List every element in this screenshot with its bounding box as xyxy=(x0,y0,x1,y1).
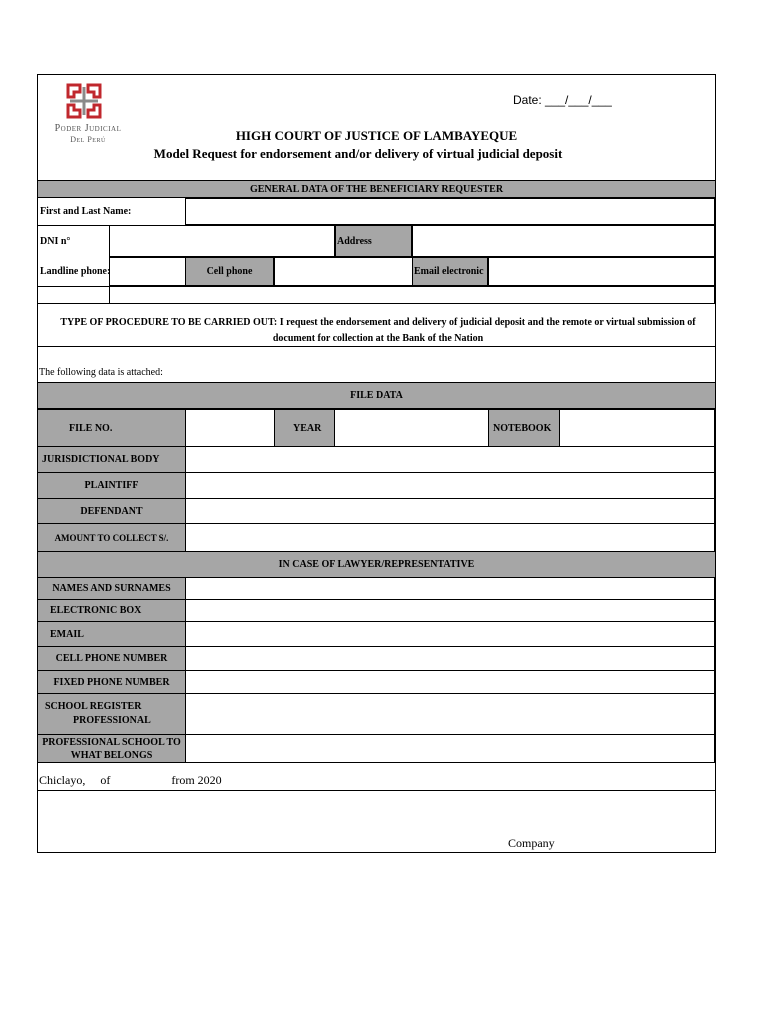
school-register-line1: SCHOOL REGISTER xyxy=(45,701,142,712)
professional-school-line2: WHAT BELONGS xyxy=(70,749,153,761)
email-electronic-input[interactable] xyxy=(488,257,715,286)
professional-school-line1: PROFESSIONAL SCHOOL TO xyxy=(42,736,181,748)
section-file-data: FILE DATA xyxy=(38,382,715,409)
fixed-phone-number-input[interactable] xyxy=(185,670,715,694)
electronic-box-label: ELECTRONIC BOX xyxy=(37,599,186,622)
names-surnames-input[interactable] xyxy=(185,577,715,600)
section-general-data: GENERAL DATA OF THE BENEFICIARY REQUESTER xyxy=(38,180,715,198)
logo-line2: Del Perú xyxy=(70,135,106,144)
school-register-label xyxy=(37,693,186,735)
first-last-name-input[interactable] xyxy=(185,198,715,225)
file-no-label: FILE NO. xyxy=(37,409,186,447)
dni-label: DNI n° xyxy=(40,235,71,247)
place-date-row xyxy=(39,773,709,788)
cell-phone-label: Cell phone xyxy=(185,257,274,286)
date-field[interactable]: Date: ___/___/___ xyxy=(513,93,612,107)
procedure-label: TYPE OF PROCEDURE TO BE CARRIED OUT: xyxy=(60,317,278,328)
notebook-input[interactable] xyxy=(559,409,715,447)
form-subtitle: Model Request for endorsement and/or delivery of virtual judicial deposit xyxy=(153,146,563,161)
school-register-line2: PROFESSIONAL xyxy=(73,715,151,726)
professional-school-input[interactable] xyxy=(185,734,715,763)
professional-school-label xyxy=(37,734,186,763)
extra-row-right[interactable] xyxy=(109,286,715,304)
address-input[interactable] xyxy=(412,225,715,257)
file-no-input[interactable] xyxy=(185,409,275,447)
dni-input[interactable] xyxy=(109,225,335,257)
email-electronic-label: Email electronic xyxy=(412,257,488,286)
jurisdictional-body-label: JURISDICTIONAL BODY xyxy=(37,446,186,473)
section-lawyer: IN CASE OF LAWYER/REPRESENTATIVE xyxy=(38,551,715,578)
attached-label: The following data is attached: xyxy=(39,367,163,378)
amount-label: AMOUNT TO COLLECT S/. xyxy=(37,523,186,552)
chiclayo-text: Chiclayo, xyxy=(39,773,86,787)
first-last-name-label: First and Last Name: xyxy=(40,206,132,217)
defendant-input[interactable] xyxy=(185,498,715,524)
plaintiff-label: PLAINTIFF xyxy=(37,472,186,499)
cell-phone-input[interactable] xyxy=(274,257,413,286)
of-text: of xyxy=(100,773,111,787)
landline-input[interactable] xyxy=(109,257,186,286)
defendant-label: DEFENDANT xyxy=(37,498,186,524)
email-label: EMAIL xyxy=(37,621,186,647)
cell-phone-number-label: CELL PHONE NUMBER xyxy=(37,646,186,671)
year-input[interactable] xyxy=(334,409,489,447)
amount-input[interactable] xyxy=(185,523,715,552)
electronic-box-input[interactable] xyxy=(185,599,715,622)
landline-label: Landline phone: xyxy=(40,266,111,277)
address-label: Address xyxy=(335,225,412,257)
request-form xyxy=(37,74,716,853)
school-register-input[interactable] xyxy=(185,693,715,735)
notebook-label: NOTEBOOK xyxy=(488,409,560,447)
fixed-phone-number-label: FIXED PHONE NUMBER xyxy=(37,670,186,694)
jurisdictional-body-input[interactable] xyxy=(185,446,715,473)
from-year-text: from 2020 xyxy=(171,773,222,787)
names-surnames-label: NAMES AND SURNAMES xyxy=(37,577,186,600)
procedure-text xyxy=(58,315,698,347)
email-input[interactable] xyxy=(185,621,715,647)
cell-phone-number-input[interactable] xyxy=(185,646,715,671)
judiciary-logo-icon xyxy=(66,83,102,119)
logo-line1: Poder Judicial xyxy=(54,123,122,134)
procedure-description: I request the endorsement and delivery of judicial deposit and the remote or virtual submission of document for collection at the Bank of the Nation xyxy=(272,317,696,344)
form-title: HIGH COURT OF JUSTICE OF LAMBAYEQUE xyxy=(235,128,518,143)
year-label: YEAR xyxy=(274,409,335,447)
extra-row-left[interactable] xyxy=(37,286,110,304)
plaintiff-input[interactable] xyxy=(185,472,715,499)
company-signature-label: Company xyxy=(508,836,555,850)
